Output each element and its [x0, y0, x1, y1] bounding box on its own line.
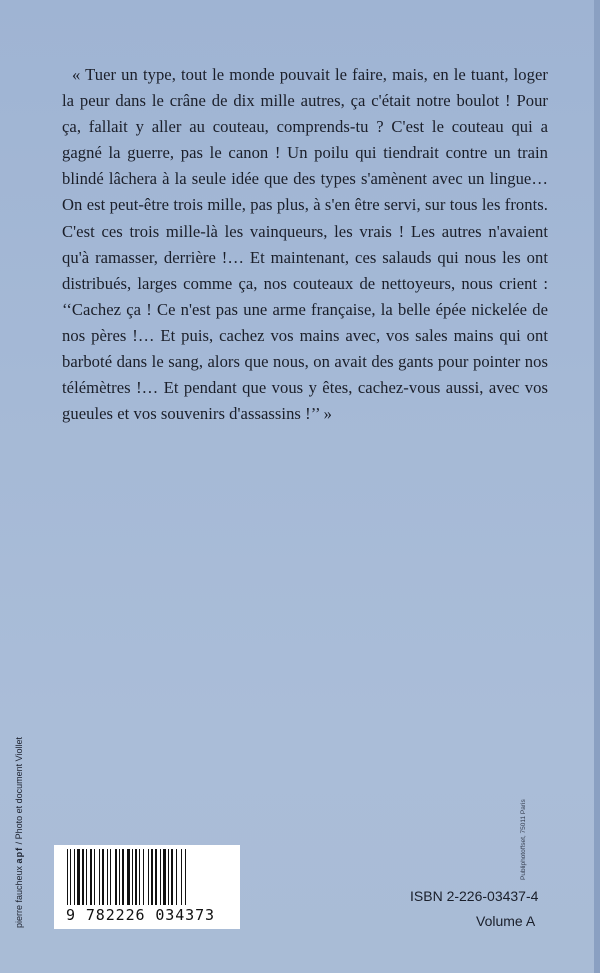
isbn-number: ISBN 2-226-03437-4 — [410, 888, 539, 904]
barcode-bar — [176, 849, 177, 905]
barcode-bar — [86, 849, 87, 905]
barcode-bar — [115, 849, 117, 905]
barcode-bar — [139, 849, 140, 905]
barcode-digits: 9 782226 034373 — [66, 906, 215, 924]
barcode-bar — [135, 849, 137, 905]
designer-name: pierre faucheux — [14, 865, 24, 928]
barcode-bar — [67, 849, 68, 905]
barcode-bar — [155, 849, 157, 905]
barcode-bar — [181, 849, 182, 905]
barcode-bar — [77, 849, 80, 905]
barcode-bar — [127, 849, 130, 905]
barcode-bar — [82, 849, 84, 905]
barcode-bar — [151, 849, 153, 905]
barcode-bars — [66, 849, 230, 905]
barcode-bar — [171, 849, 173, 905]
barcode-bar — [94, 849, 95, 905]
barcode-bar — [163, 849, 166, 905]
barcode-bar — [102, 849, 104, 905]
barcode-bar — [148, 849, 149, 905]
design-credit — [14, 737, 24, 928]
barcode-bar — [110, 849, 111, 905]
blurb-block — [62, 62, 548, 427]
barcode-bar — [107, 849, 108, 905]
printer-mark: Publiphotoffset, 75011 Paris — [520, 799, 527, 880]
volume-label: Volume A — [476, 913, 536, 929]
barcode-bar — [90, 849, 92, 905]
photo-credit: Photo et document Viollet — [14, 736, 24, 840]
barcode-bar — [168, 849, 169, 905]
agency-mark: apf — [14, 846, 24, 864]
blurb-quote: « Tuer un type, tout le monde pouvait le faire, mais, en le tuant, loger la peur dans le crâne de dix mille autres, ça c'était notre boulot ! Pour ça, fallait y aller au couteau, comprends-tu ? C'est le couteau qui a gagné la guerre, pas le canon ! Un poilu qui tiendrait contre un train blindé lâchera à la seule idée que des types s'amènent avec un lingue… On est peut-être trois mille, pas plus, à s'en être servi, sur tous les fronts. C'est ces trois mille-là les vainqueurs, les vrais ! Les autres n'avaient qu'à ramasser, derrière !… Et maintenant, ces salauds qui nous les ont distribués, larges comme ça, nos couteaux de nettoyeurs, nous crient : ‘‘Cachez ça ! Ce n'est pas une arme française, la belle épée nickelée de nos pères !… Et puis, cachez vos mains avec, vos sales mains qui ont barboté dans le sang, alors que nous, on avait des gants pour pointer nos télémètres !… Et pendant que vous y êtes, cachez-vous aussi, avec vos gueules et vos souvenirs d'assassins !’’ » — [62, 65, 548, 424]
barcode-bar — [132, 849, 133, 905]
barcode-bar — [74, 849, 75, 905]
barcode-bar — [185, 849, 186, 905]
barcode-bar — [99, 849, 100, 905]
credit-separator: / — [14, 841, 24, 845]
barcode-bar — [122, 849, 124, 905]
barcode — [54, 845, 240, 929]
barcode-bar — [119, 849, 120, 905]
barcode-bar — [70, 849, 71, 905]
barcode-bar — [143, 849, 144, 905]
barcode-bar — [160, 849, 161, 905]
